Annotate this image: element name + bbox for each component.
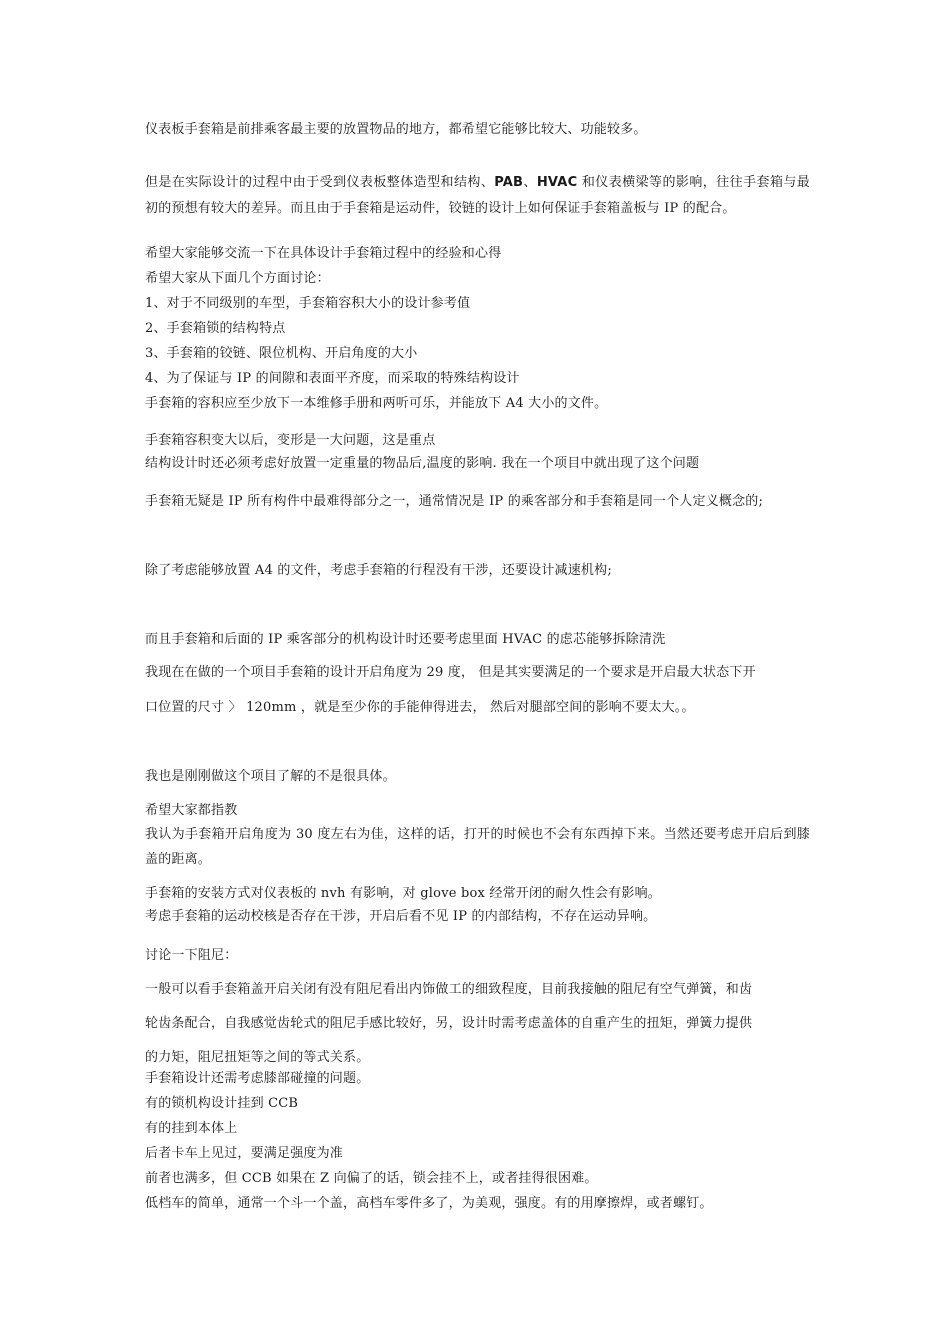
topic-item-1: 1、对于不同级别的车型，手套箱容积大小的设计参考值 [145, 296, 471, 311]
reply-lock-ccb: 有的锁机构设计挂到 CCB [145, 1096, 299, 1111]
reply-opening-angle-line1: 我现在在做的一个项目手套箱的设计开启角度为 29 度， 但是其实要满足的一个要求是开启最大状态下开 [145, 665, 756, 680]
reply-difficulty: 手套箱无疑是 IP 所有构件中最难得部分之一，通常情况是 IP 的乘客部分和手套箱是同一个人定义概念的; [145, 494, 764, 509]
paragraph-design-constraints: 但是在实际设计的过程中由于受到仪表板整体造型和结构、PAB、HVAC 和仪表横梁等的影响，往往手套箱与最初的预想有较大的差异。而且由于手套箱是运动件，铰链的设计上如何保证手套箱盖板与 IP 的配合。 [145, 175, 811, 216]
damping-line2: 轮齿条配合，自我感觉齿轮式的阻尼手感比较好，另，设计时需考虑盖体的自重产生的扭矩，弹簧力提供 [145, 1016, 753, 1031]
reply-deformation: 手套箱容积变大以后，变形是一大问题，这是重点 [145, 433, 436, 448]
reply-ask-advice: 希望大家都指教 [145, 803, 238, 818]
reply-opening-angle-line2: 口位置的尺寸 〉 120mm ，就是至少你的手能伸得进去， 然后对腿部空间的影响不要太大。。 [145, 700, 695, 715]
damping-line1: 一般可以看手套箱盖开启关闭有没有阻尼看出内饰做工的细致程度，目前我接触的阻尼有空气弹簧，和齿 [145, 982, 753, 997]
reply-temperature: 结构设计时还必须考虑好放置一定重量的物品后,温度的影响. 我在一个项目中就出现了这个问题 [145, 456, 700, 471]
topic-item-2: 2、手套箱锁的结构特点 [145, 321, 286, 336]
reply-30-degree: 我认为手套箱开启角度为 30 度左右为佳，这样的话，打开的时候也不会有东西掉下来。当然还要考虑开启后到膝盖的距离。 [145, 827, 810, 867]
discussion-invite: 希望大家能够交流一下在具体设计手套箱过程中的经验和心得 [145, 246, 502, 261]
reply-knee-impact: 手套箱设计还需考虑膝部碰撞的问题。 [145, 1071, 370, 1086]
reply-a4-damping: 除了考虑能够放置 A4 的文件，考虑手套箱的行程没有干涉，还要设计减速机构; [145, 563, 612, 578]
reply-capacity: 手套箱的容积应至少放下一本维修手册和两听可乐，并能放下 A4 大小的文件。 [145, 396, 608, 411]
paragraph-intro: 仪表板手套箱是前排乘客最主要的放置物品的地方，都希望它能够比较大、功能较多。 [145, 122, 647, 137]
reply-new-to-project: 我也是刚刚做这个项目了解的不是很具体。 [145, 769, 396, 784]
damping-heading: 讨论一下阻尼： [145, 948, 238, 963]
reply-truck: 后者卡车上见过，要满足强度为准 [145, 1146, 344, 1161]
topic-item-3: 3、手套箱的铰链、限位机构、开启角度的大小 [145, 346, 418, 361]
discussion-topics-heading: 希望大家从下面几个方面讨论： [145, 271, 330, 286]
reply-ccb-offset: 前者也满多，但 CCB 如果在 Z 向偏了的话，锁会挂不上，或者挂得很困难。 [145, 1171, 598, 1186]
reply-lock-body: 有的挂到本体上 [145, 1121, 238, 1136]
topic-item-4: 4、为了保证与 IP 的间隙和表面平齐度，而采取的特殊结构设计 [145, 371, 520, 386]
reply-nvh: 手套箱的安装方式对仪表板的 nvh 有影响，对 glove box 经常开闭的耐久性会有影响。 [145, 886, 661, 901]
reply-low-high-end: 低档车的简单，通常一个斗一个盖，高档车零件多了，为美观，强度。有的用摩擦焊，或者螺钉。 [145, 1196, 713, 1211]
reply-hvac-filter: 而且手套箱和后面的 IP 乘客部分的机构设计时还要考虑里面 HVAC 的虑芯能够拆除清洗 [145, 632, 666, 647]
reply-motion-check: 考虑手套箱的运动校核是否存在干涉，开启后看不见 IP 的内部结构，不存在运动异响。 [145, 909, 657, 924]
damping-line3: 的力矩，阻尼扭矩等之间的等式关系。 [145, 1050, 370, 1065]
